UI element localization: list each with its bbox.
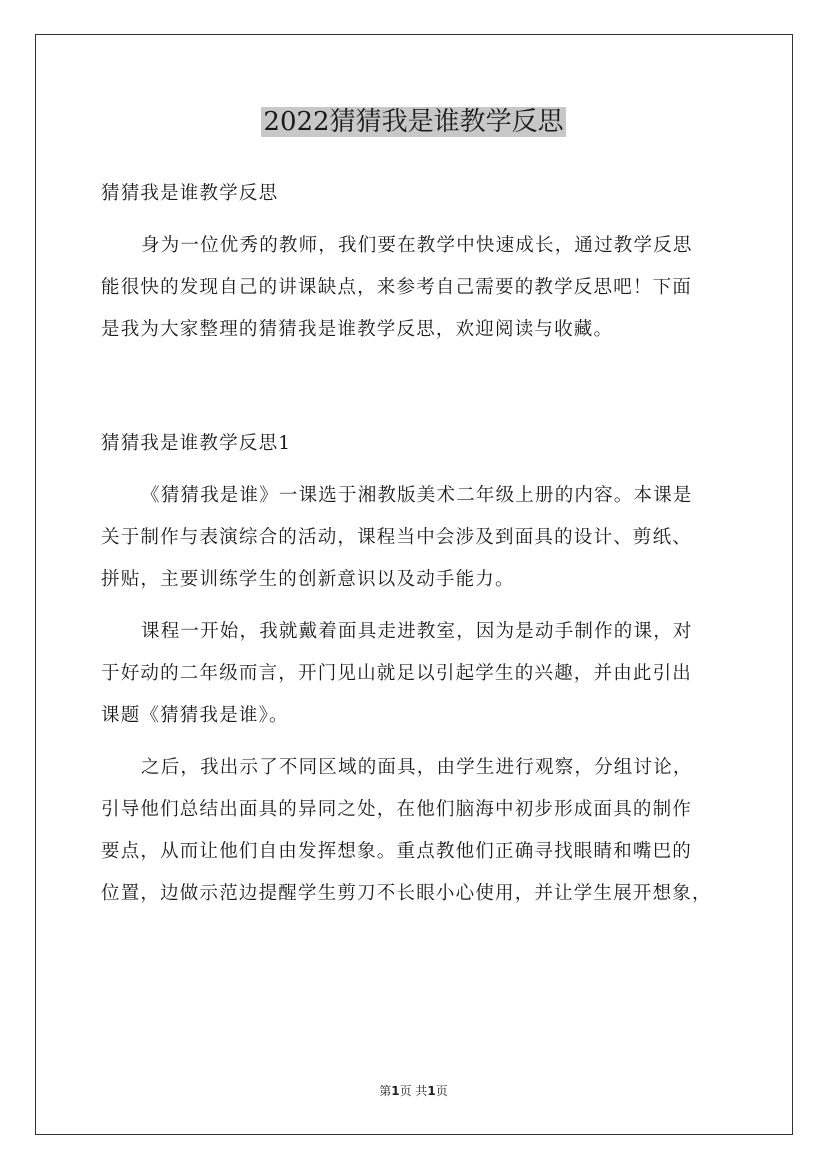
paragraph-line: 要点，从而让他们自由发挥想象。重点教他们正确寻找眼睛和嘴巴的 — [101, 841, 693, 862]
intro-line: 是我为大家整理的猜猜我是谁教学反思，欢迎阅读与收藏。 — [101, 319, 614, 340]
footer-suffix: 页 — [435, 1084, 448, 1098]
paragraph-line: 课题《猜猜我是谁》。 — [101, 705, 289, 726]
section-heading: 猜猜我是谁教学反思1 — [101, 433, 292, 454]
paragraph-line: 拼贴，主要训练学生的创新意识以及动手能力。 — [101, 569, 515, 590]
page-footer — [0, 1082, 827, 1099]
subtitle: 猜猜我是谁教学反思 — [101, 183, 279, 204]
paragraph-line: 之后，我出示了不同区域的面具，由学生进行观察，分组讨论， — [141, 757, 693, 778]
paragraph-3 — [101, 747, 729, 915]
paragraph-line: 课程一开始，我就戴着面具走进教室，因为是动手制作的课，对 — [141, 621, 693, 642]
paragraph-line: 于好动的二年级而言，开门见山就足以引起学生的兴趣，并由此引出 — [101, 663, 693, 684]
intro-line: 能很快的发现自己的讲课缺点，来参考自己需要的教学反思吧！下面 — [101, 277, 693, 298]
document-title-text: 2022猜猜我是谁教学反思 — [263, 107, 564, 137]
footer-total-pages: 1 — [427, 1084, 436, 1098]
document-body — [101, 173, 729, 915]
paragraph-line: 引导他们总结出面具的异同之处，在他们脑海中初步形成面具的制作 — [101, 799, 693, 820]
paragraph-2 — [101, 611, 729, 737]
paragraph-line: 位置，边做示范边提醒学生剪刀不长眼小心使用，并让学生展开想象， — [101, 883, 712, 904]
footer-page-number: 1 — [391, 1084, 400, 1098]
paragraph-line: 关于制作与表演综合的活动，课程当中会涉及到面具的设计、剪纸、 — [101, 527, 693, 548]
paragraph-line: 《猜猜我是谁》一课选于湘教版美术二年级上册的内容。本课是 — [141, 485, 693, 506]
intro-paragraph — [101, 225, 729, 351]
footer-mid: 页 共 — [399, 1084, 428, 1098]
paragraph-1 — [101, 475, 729, 601]
document-title — [0, 100, 827, 144]
intro-line: 身为一位优秀的教师，我们要在教学中快速成长，通过教学反思 — [141, 235, 693, 256]
footer-prefix: 第 — [379, 1084, 392, 1098]
